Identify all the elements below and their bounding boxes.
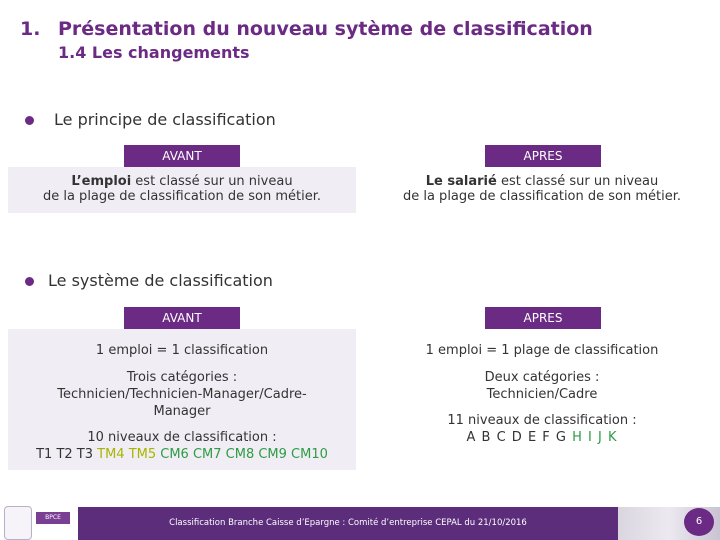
apres-text-line2: de la plage de classification de son métier. (402, 189, 682, 204)
apres-categories-title: Deux catégories : (484, 370, 600, 385)
section2-apres-tag: APRES (485, 307, 601, 329)
apres-levels-tech: A B C D E F G (466, 430, 573, 445)
apres-subject: Le salarié (425, 174, 497, 189)
section1-avant-box (8, 167, 356, 213)
avant-levels-t: T1 T2 T3 (36, 447, 98, 462)
avant-levels-tm: TM4 TM5 (97, 447, 161, 462)
avant-levels-title: 10 niveaux de classification : (87, 430, 277, 445)
bullet-icon (25, 277, 34, 286)
avant-categories-line2: Manager (153, 404, 211, 419)
page-number: 6 (684, 508, 714, 536)
apres-levels-title: 11 niveaux de classification : (447, 413, 637, 428)
apres-text-rest: est classé sur un niveau (496, 174, 659, 189)
slide-title: Présentation du nouveau sytème de classification (58, 18, 593, 40)
apres-levels (370, 429, 714, 446)
section2-apres-box (370, 329, 714, 470)
section2-avant-tag: AVANT (124, 307, 240, 329)
apres-rule: 1 emploi = 1 plage de classification (425, 343, 659, 358)
apres-levels-cadre: H I J K (572, 430, 618, 445)
section2-heading: Le système de classification (48, 271, 273, 290)
bpce-logo: BPCE (36, 512, 70, 524)
avant-levels (8, 446, 356, 463)
bullet-icon (25, 116, 34, 125)
apres-categories-line1: Technicien/Cadre (486, 387, 598, 402)
title-number: 1. (20, 18, 41, 40)
slide-subtitle: 1.4 Les changements (58, 43, 250, 62)
avant-levels-cm: CM6 CM7 CM8 CM9 CM10 (160, 447, 328, 462)
section2-avant-box (8, 329, 356, 470)
section1-apres-tag: APRES (485, 145, 601, 167)
avant-text-rest: est classé sur un niveau (131, 174, 293, 189)
section1-heading: Le principe de classification (54, 110, 276, 129)
section1-apres-box (370, 167, 714, 213)
seal-logo (4, 506, 32, 540)
section1-avant-tag: AVANT (124, 145, 240, 167)
avant-rule: 1 emploi = 1 classification (95, 343, 269, 358)
avant-categories-line1: Technicien/Technicien-Manager/Cadre- (57, 387, 307, 402)
avant-subject: L’emploi (71, 174, 132, 189)
avant-text-line2: de la plage de classification de son métier. (42, 189, 322, 204)
footer-bar (78, 507, 618, 540)
footer-text: Classification Branche Caisse d’Epargne : Comité d’entreprise CEPAL du 21/10/2016 (169, 518, 527, 528)
avant-categories-title: Trois catégories : (126, 370, 238, 385)
